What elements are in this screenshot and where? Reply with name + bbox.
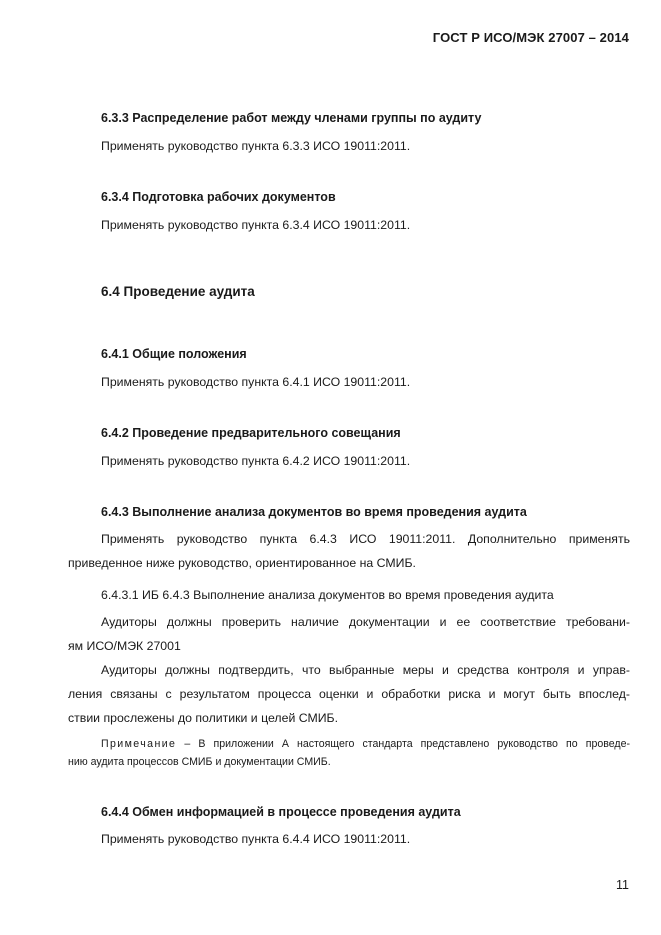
paragraph-6-4-3-line-2: приведенное ниже руководство, ориентированное на СМИБ.	[68, 556, 416, 570]
subsection-heading-6-4-3-1: 6.4.3.1 ИБ 6.4.3 Выполнение анализа документов во время проведения аудита	[101, 588, 554, 602]
section-text-6-4-2: Применять руководство пункта 6.4.2 ИСО 19011:2011.	[101, 454, 411, 468]
section-heading-6-4-2: 6.4.2 Проведение предварительного совещания	[101, 426, 401, 440]
paragraph-controls-line-2: ления связаны с результатом процесса оценки и обработки риска и могут быть впослед-	[68, 687, 630, 701]
section-heading-6-4-4: 6.4.4 Обмен информацией в процессе проведения аудита	[101, 805, 461, 819]
paragraph-controls-line-3: ствии прослежены до политики и целей СМИБ.	[68, 711, 339, 725]
section-text-6-4-4: Применять руководство пункта 6.4.4 ИСО 19011:2011.	[101, 832, 411, 846]
section-heading-6-3-4: 6.3.4 Подготовка рабочих документов	[101, 190, 336, 204]
section-text-6-3-4: Применять руководство пункта 6.3.4 ИСО 19011:2011.	[101, 218, 411, 232]
document-header: ГОСТ Р ИСО/МЭК 27007 – 2014	[432, 30, 629, 45]
section-heading-6-4-1: 6.4.1 Общие положения	[101, 347, 247, 361]
note-label: Примечание	[101, 738, 177, 750]
section-text-6-4-1: Применять руководство пункта 6.4.1 ИСО 19011:2011.	[101, 375, 411, 389]
paragraph-documentation-line-2: ям ИСО/МЭК 27001	[68, 639, 181, 653]
note-text: – В приложении А настоящего стандарта представлено руководство по проведе-	[176, 738, 630, 750]
section-heading-6-4: 6.4 Проведение аудита	[101, 284, 255, 299]
paragraph-documentation-line-1: Аудиторы должны проверить наличие документации и ее соответствие требовани-	[101, 615, 630, 629]
paragraph-controls-line-1: Аудиторы должны подтвердить, что выбранные меры и средства контроля и управ-	[101, 663, 630, 677]
section-heading-6-3-3: 6.3.3 Распределение работ между членами группы по аудиту	[101, 111, 482, 125]
paragraph-6-4-3-line-1: Применять руководство пункта 6.4.3 ИСО 19011:2011. Дополнительно применять	[101, 532, 630, 546]
page-number: 11	[616, 878, 629, 892]
note-line-2: нию аудита процессов СМИБ и документации СМИБ.	[68, 756, 331, 768]
note-line-1	[101, 738, 630, 750]
section-heading-6-4-3: 6.4.3 Выполнение анализа документов во время проведения аудита	[101, 505, 527, 519]
section-text-6-3-3: Применять руководство пункта 6.3.3 ИСО 19011:2011.	[101, 139, 411, 153]
